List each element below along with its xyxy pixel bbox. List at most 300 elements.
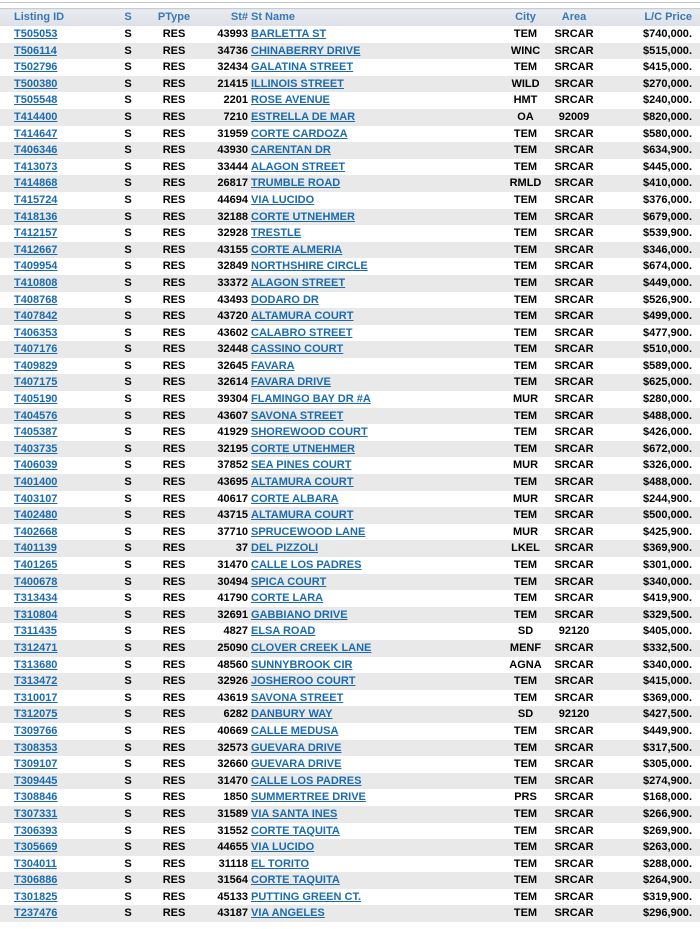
area-cell: SRCAR [554,160,594,173]
ptype-cell: RES [162,310,186,323]
street-name-link[interactable]: GUEVARA DRIVE [251,758,342,771]
street-number-cell: 43720 [217,310,248,323]
price-cell: $499,000. [643,310,692,323]
price-suffix: . [688,276,692,289]
city-cell: TEM [513,824,538,837]
street-name-cell [248,839,508,856]
street-name-cell [248,275,508,292]
street-name-link[interactable]: SEA PINES COURT [251,459,352,472]
listing-id-link[interactable]: T307331 [14,807,58,820]
ptype-cell: RES [162,326,186,339]
listing-id-cell [0,491,113,508]
city-cell: TEM [513,476,538,489]
street-name-link[interactable]: SAVONA STREET [251,691,344,704]
price-cell: $369,000. [643,691,692,704]
street-name-link[interactable]: CHINABERRY DRIVE [251,44,361,57]
street-name-cell [248,43,508,60]
listing-id-cell [0,275,113,292]
price-suffix: . [688,243,692,256]
street-name-cell [248,225,508,242]
listing-id-cell [0,292,113,309]
listing-id-link[interactable]: T309445 [14,774,58,787]
status-cell: S [124,724,132,737]
city-cell: MUR [512,459,539,472]
street-name-link[interactable]: NORTHSHIRE CIRCLE [251,260,368,273]
listing-id-cell [0,175,113,192]
street-name-link[interactable]: VIA ANGELES [251,907,325,920]
price-suffix: . [688,61,692,74]
street-name-cell [248,109,508,126]
status-cell: S [124,310,132,323]
area-cell: SRCAR [554,210,594,223]
street-number-cell: 1850 [223,791,248,804]
street-name-link[interactable]: PUTTING GREEN CT. [251,890,362,903]
listing-id-link[interactable]: T401139 [14,542,57,555]
listing-id-link[interactable]: T403735 [14,442,58,455]
listing-id-link[interactable]: T401265 [14,559,58,571]
street-number-cell: 41790 [217,592,248,605]
listing-id-link[interactable]: T401400 [14,476,58,489]
city-cell: WILD [511,77,540,90]
table-row [0,673,700,690]
area-cell: SRCAR [554,824,594,837]
city-cell: TEM [513,326,538,339]
table-row [0,43,700,60]
street-name-link[interactable]: CORTE TAQUITA [251,874,340,887]
listing-id-link[interactable]: T313680 [14,658,58,671]
street-name-link[interactable]: BARLETTA ST [251,28,327,40]
listing-id-cell [0,76,113,93]
city-cell: LKEL [511,542,540,555]
listing-id-link[interactable]: T308846 [14,791,58,804]
street-name-cell [248,126,508,143]
street-name-link[interactable]: SUNNYBROOK CIR [251,658,353,671]
ptype-cell: RES [162,127,186,140]
listing-id-link[interactable]: T305669 [14,841,58,854]
street-name-link[interactable]: CALLE LOS PADRES [251,559,362,571]
listing-id-link[interactable]: T413073 [14,160,58,173]
listing-id-cell [0,43,113,60]
listing-id-cell [0,640,113,657]
price-suffix: . [688,476,692,489]
street-name-link[interactable]: DEL PIZZOLI [251,542,319,555]
area-cell: SRCAR [554,260,594,273]
area-cell: SRCAR [554,841,594,854]
listing-id-cell [0,789,113,806]
listing-id-link[interactable]: T407176 [14,343,58,356]
listing-id-link[interactable]: T309766 [14,724,58,737]
table-row [0,209,700,226]
listing-id-link[interactable]: T502796 [14,61,58,74]
street-name-link[interactable]: CASSINO COURT [251,343,344,356]
listing-id-link[interactable]: T404576 [14,409,58,422]
listing-id-cell [0,872,113,889]
price-suffix: . [688,708,692,721]
col-header-area[interactable]: Area [543,9,605,27]
price-cell: $270,000. [643,77,692,90]
street-number-cell: 32448 [217,343,248,356]
street-name-cell [248,673,508,690]
listing-id-link[interactable]: T406353 [14,326,58,339]
street-number-cell: 32660 [217,758,248,771]
street-name-link[interactable]: CORTE ALBARA [251,492,339,505]
col-header-street-num[interactable]: St# [205,9,248,27]
street-name-link[interactable]: GABBIANO DRIVE [251,608,348,621]
price-cell: $488,000. [643,409,692,422]
street-name-link[interactable]: ALAGON STREET [251,160,346,173]
status-cell: S [124,691,132,704]
street-name-link[interactable]: ELSA ROAD [251,625,316,638]
street-name-link[interactable]: VIA LUCIDO [251,841,315,854]
listing-id-link[interactable]: T506114 [14,44,57,57]
street-name-link[interactable]: ALAGON STREET [251,276,346,289]
status-cell: S [124,841,132,854]
listing-id-cell [0,341,113,358]
street-number-cell: 31470 [217,559,248,571]
listing-id-link[interactable]: T301825 [14,890,58,903]
table-row [0,723,700,740]
city-cell: TEM [513,243,538,256]
city-cell: MENF [509,641,542,654]
col-header-ptype[interactable]: PType [143,9,205,27]
ptype-cell: RES [162,625,186,638]
street-name-link[interactable]: ALTAMURA COURT [251,509,354,522]
table-body [0,26,700,922]
col-header-listing-id[interactable]: Listing ID [0,9,113,27]
city-cell: TEM [513,592,538,605]
street-name-cell [248,142,508,159]
listing-id-link[interactable]: T309107 [14,758,58,771]
ptype-cell: RES [162,276,186,289]
street-name-cell [248,192,508,209]
listing-id-link[interactable]: T406039 [14,459,58,472]
price-cell: $449,000. [643,276,692,289]
area-cell: SRCAR [554,94,594,107]
listing-id-cell [0,441,113,458]
street-name-link[interactable]: CARENTAN DR [251,144,331,157]
street-name-link[interactable]: FLAMINGO BAY DR #A [251,393,371,406]
street-name-link[interactable]: SPRUCEWOOD LANE [251,525,366,538]
street-number-cell: 26817 [217,177,248,190]
street-name-link[interactable]: CORTE TAQUITA [251,824,340,837]
table-row [0,905,700,922]
street-name-link[interactable]: CALLE MEDUSA [251,724,339,737]
listing-id-link[interactable]: T409829 [14,359,58,372]
price-cell: $634,900. [643,144,692,157]
price-suffix: . [688,127,692,140]
table-row [0,26,700,43]
street-number-cell: 37710 [217,525,248,538]
ptype-cell: RES [162,542,186,555]
street-name-link[interactable]: SHOREWOOD COURT [251,426,368,439]
price-cell: $425,900. [643,525,692,538]
listing-id-link[interactable]: T410808 [14,276,58,289]
street-name-link[interactable]: ALTAMURA COURT [251,476,354,489]
listing-id-link[interactable]: T306886 [14,874,58,887]
status-cell: S [124,276,132,289]
street-number-cell: 43695 [217,476,248,489]
listing-id-link[interactable]: T414400 [14,110,58,123]
listing-id-link[interactable]: T418136 [14,210,58,223]
street-name-link[interactable]: DODARO DR [251,293,319,306]
ptype-cell: RES [162,608,186,621]
col-header-status[interactable]: S [113,9,143,27]
street-name-link[interactable]: VIA LUCIDO [251,193,315,206]
city-cell: TEM [513,210,538,223]
street-name-link[interactable]: ESTRELLA DE MAR [251,110,356,123]
city-cell: AGNA [509,658,542,671]
listing-id-link[interactable]: T414647 [14,127,58,140]
price-suffix: . [688,409,692,422]
price-suffix: . [688,110,692,123]
price-suffix: . [688,260,692,273]
area-cell: SRCAR [554,857,594,870]
street-name-link[interactable]: CALLE LOS PADRES [251,774,362,787]
table-row [0,623,700,640]
table-row [0,225,700,242]
street-name-link[interactable]: ALTAMURA COURT [251,310,354,323]
price-suffix: . [688,758,692,771]
street-name-link[interactable]: CORTE CARDOZA [251,127,348,140]
street-number-cell: 43155 [217,243,248,256]
listing-id-link[interactable]: T407175 [14,376,58,389]
status-cell: S [124,791,132,804]
price-suffix: . [688,459,692,472]
status-cell: S [124,177,132,190]
price-cell: $589,000. [643,359,692,372]
price-suffix: . [688,658,692,671]
street-name-link[interactable]: CORTE ALMERIA [251,243,343,256]
street-name-link[interactable]: CORTE UTNEHMER [251,210,355,223]
listing-id-link[interactable]: T402668 [14,525,58,538]
table-row [0,823,700,840]
street-name-cell [248,358,508,375]
status-cell: S [124,509,132,522]
ptype-cell: RES [162,110,186,123]
city-cell: MUR [512,525,539,538]
street-name-cell [248,441,508,458]
status-cell: S [124,857,132,870]
street-name-link[interactable]: FAVARA [251,359,295,372]
area-cell: SRCAR [554,592,594,605]
ptype-cell: RES [162,559,186,571]
ptype-cell: RES [162,243,186,256]
ptype-cell: RES [162,409,186,422]
city-cell: TEM [513,193,538,206]
listing-id-link[interactable]: T405387 [14,426,58,439]
listing-id-link[interactable]: T313472 [14,675,58,688]
price-cell: $369,900. [643,542,692,555]
listing-id-link[interactable]: T311435 [14,625,57,638]
listing-id-cell [0,225,113,242]
city-cell: TEM [513,608,538,621]
city-cell: TEM [513,774,538,787]
street-number-cell: 48560 [217,658,248,671]
ptype-cell: RES [162,260,186,273]
area-cell: SRCAR [554,492,594,505]
city-cell: TEM [513,144,538,157]
street-name-link[interactable]: SUMMERTREE DRIVE [251,791,366,804]
status-cell: S [124,459,132,472]
area-cell: SRCAR [554,509,594,522]
street-name-link[interactable]: JOSHEROO COURT [251,675,356,688]
listing-id-link[interactable]: T412157 [14,227,58,240]
price-suffix: . [688,774,692,787]
table-row [0,292,700,309]
listing-id-link[interactable]: T313434 [14,592,58,605]
area-cell: SRCAR [554,409,594,422]
street-name-cell [248,872,508,889]
listing-id-cell [0,623,113,640]
col-header-street-name[interactable]: St Name [248,9,508,27]
area-cell: 92120 [558,708,590,721]
listing-id-link[interactable]: T400678 [14,575,58,588]
ptype-cell: RES [162,61,186,74]
col-header-city[interactable]: City [508,9,543,27]
listing-id-link[interactable]: T310017 [14,691,58,704]
city-cell: WINC [510,44,541,57]
ptype-cell: RES [162,841,186,854]
status-cell: S [124,641,132,654]
street-number-cell: 31564 [217,874,248,887]
city-cell: TEM [513,260,538,273]
price-cell: $449,900. [643,724,692,737]
street-name-cell [248,540,508,557]
listing-id-cell [0,607,113,624]
ptype-cell: RES [162,658,186,671]
area-cell: SRCAR [554,393,594,406]
price-suffix: . [688,193,692,206]
listing-id-link[interactable]: T414868 [14,177,58,190]
area-cell: SRCAR [554,691,594,704]
status-cell: S [124,376,132,389]
area-cell: SRCAR [554,575,594,588]
listing-id-link[interactable]: T310804 [14,608,58,621]
street-name-link[interactable]: SPICA COURT [251,575,327,588]
street-name-link[interactable]: ILLINOIS STREET [251,77,344,90]
listing-id-cell [0,657,113,674]
street-name-cell [248,723,508,740]
city-cell: TEM [513,376,538,389]
city-cell: TEM [513,343,538,356]
listing-id-link[interactable]: T409954 [14,260,58,273]
listing-id-link[interactable]: T406346 [14,144,58,157]
area-cell: SRCAR [554,542,594,555]
listing-id-link[interactable]: T312075 [14,708,58,721]
ptype-cell: RES [162,376,186,389]
street-number-cell: 6282 [223,708,248,721]
street-number-cell: 40669 [217,724,248,737]
street-number-cell: 33444 [217,160,248,173]
status-cell: S [124,260,132,273]
street-name-link[interactable]: CORTE LARA [251,592,324,605]
city-cell: TEM [513,310,538,323]
listing-id-link[interactable]: T308353 [14,741,58,754]
listing-id-link[interactable]: T415724 [14,193,58,206]
listing-id-link[interactable]: T500380 [14,77,58,90]
listing-id-link[interactable]: T405190 [14,393,58,406]
listing-id-cell [0,823,113,840]
street-name-link[interactable]: GALATINA STREET [251,61,354,74]
col-header-price[interactable]: L/C Price [605,9,700,27]
price-cell: $332,500. [643,641,692,654]
street-name-link[interactable]: CALABRO STREET [251,326,353,339]
street-number-cell: 31959 [217,127,248,140]
listing-id-link[interactable]: T408768 [14,293,58,306]
area-cell: SRCAR [554,376,594,389]
table-row [0,889,700,906]
street-name-link[interactable]: DANBURY WAY [251,708,333,721]
street-name-link[interactable]: VIA SANTA INES [251,807,338,820]
table-row [0,374,700,391]
ptype-cell: RES [162,708,186,721]
table-row [0,773,700,790]
price-cell: $244,900. [643,492,692,505]
street-name-cell [248,391,508,408]
street-name-link[interactable]: ROSE AVENUE [251,94,330,107]
street-name-cell [248,325,508,342]
price-cell: $510,000. [643,343,692,356]
street-name-link[interactable]: SAVONA STREET [251,409,344,422]
listing-id-link[interactable]: T505548 [14,94,58,107]
city-cell: TEM [513,691,538,704]
city-cell: TEM [513,442,538,455]
street-number-cell: 32573 [217,741,248,754]
listing-id-link[interactable]: T403107 [14,492,58,505]
city-cell: RMLD [509,177,542,190]
ptype-cell: RES [162,857,186,870]
price-suffix: . [688,542,692,555]
price-suffix: . [688,608,692,621]
status-cell: S [124,160,132,173]
street-name-cell [248,856,508,873]
price-cell: $340,000. [643,658,692,671]
listing-id-link[interactable]: T312471 [14,641,58,654]
table-row [0,491,700,508]
street-name-link[interactable]: GUEVARA DRIVE [251,741,342,754]
street-name-link[interactable]: FAVARA DRIVE [251,376,331,389]
city-cell: TEM [513,807,538,820]
street-name-cell [248,341,508,358]
street-name-cell [248,823,508,840]
listing-id-link[interactable]: T306393 [14,824,58,837]
status-cell: S [124,525,132,538]
price-cell: $319,900. [643,890,692,903]
price-cell: $346,000. [643,243,692,256]
city-cell: TEM [513,61,538,74]
street-name-link[interactable]: EL TORITO [251,857,310,870]
street-name-link[interactable]: TRUMBLE ROAD [251,177,341,190]
price-cell: $488,000. [643,476,692,489]
listing-id-link[interactable]: T412667 [14,243,58,256]
area-cell: SRCAR [554,28,594,40]
ptype-cell: RES [162,641,186,654]
street-name-link[interactable]: CLOVER CREEK LANE [251,641,372,654]
street-name-link[interactable]: TRESTLE [251,227,302,240]
ptype-cell: RES [162,575,186,588]
listing-id-link[interactable]: T402480 [14,509,58,522]
header-row [0,9,700,27]
street-name-cell [248,690,508,707]
price-suffix: . [688,77,692,90]
table-row [0,358,700,375]
listing-id-link[interactable]: T505053 [14,28,58,40]
listing-id-link[interactable]: T304011 [14,857,57,870]
street-name-link[interactable]: CORTE UTNEHMER [251,442,355,455]
listing-id-link[interactable]: T237476 [14,907,58,920]
listing-id-link[interactable]: T407842 [14,310,58,323]
street-name-cell [248,491,508,508]
